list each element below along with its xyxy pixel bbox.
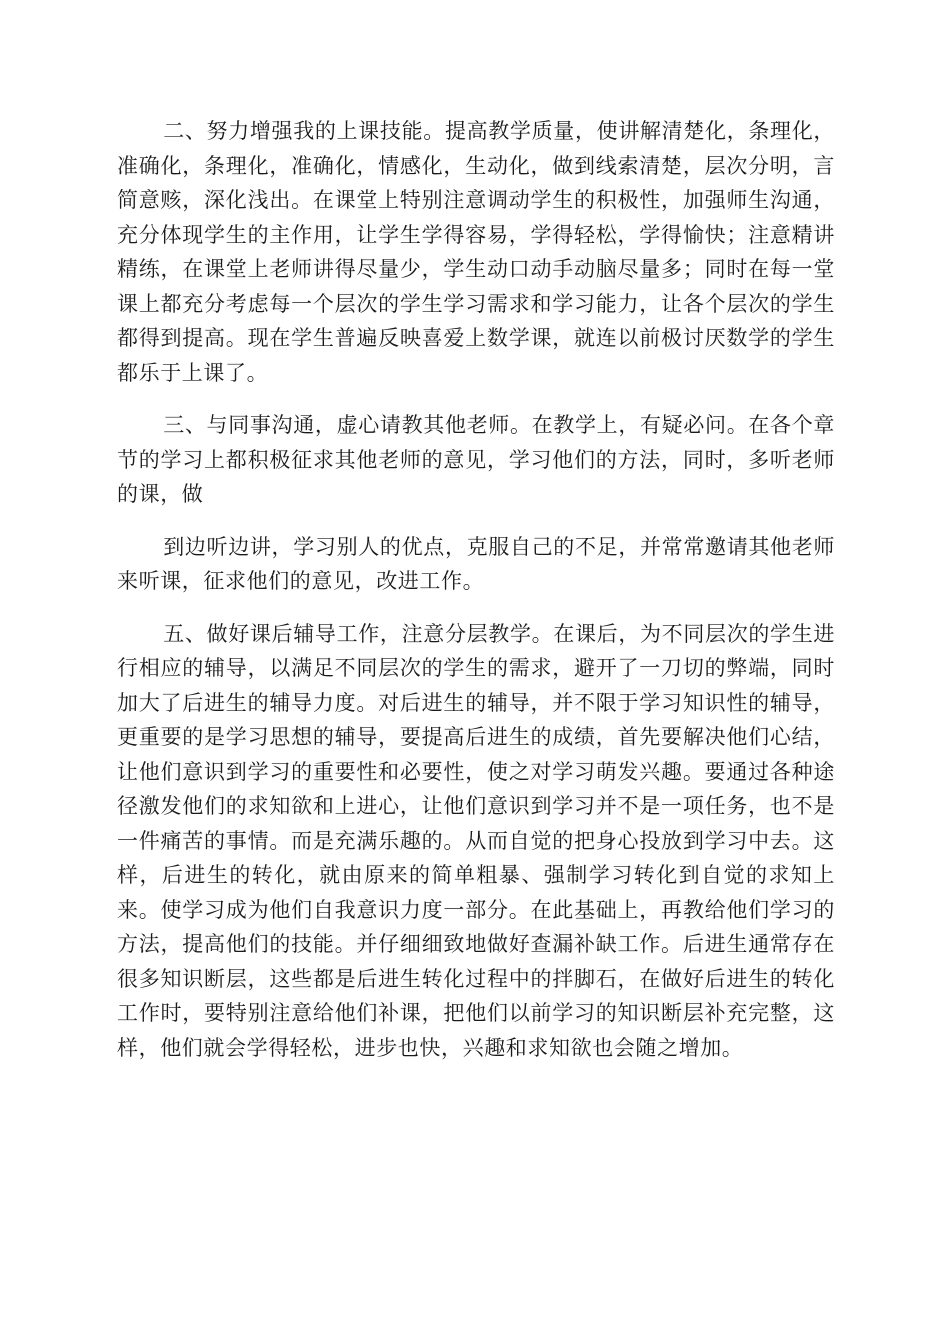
paragraph-listening-learning: 到边听边讲，学习别人的优点，克服自己的不足，并常常邀请其他老师来听课，征求他们的意见，改进工作。 bbox=[117, 534, 835, 593]
paragraph-colleague-communication: 三、与同事沟通，虚心请教其他老师。在教学上，有疑必问。在各个章节的学习上都积极征求其他老师的意见，学习他们的方法，同时，多听老师的课，做 bbox=[117, 413, 835, 506]
paragraph-teaching-skills: 二、努力增强我的上课技能。提高教学质量，使讲解清楚化，条理化，准确化，条理化，准确化，情感化，生动化，做到线索清楚，层次分明，言简意赅，深化浅出。在课堂上特别注意调动学生的积极性，加强师生沟通，充分体现学生的主作用，让学生学得容易，学得轻松，学得愉快；注意精讲精练，在课堂上老师讲得尽量少，学生动口动手动脑尽量多；同时在每一堂课上都充分考虑每一个层次的学生学习需求和学习能力，让各个层次的学生都得到提高。现在学生普遍反映喜爱上数学课，就连以前极讨厌数学的学生都乐于上课了。 bbox=[117, 119, 835, 385]
paragraph-after-class-tutoring: 五、做好课后辅导工作，注意分层教学。在课后，为不同层次的学生进行相应的辅导，以满足不同层次的学生的需求，避开了一刀切的弊端，同时加大了后进生的辅导力度。对后进生的辅导，并不限于学习知识性的辅导，更重要的是学习思想的辅导，要提高后进生的成绩，首先要解决他们心结，让他们意识到学习的重要性和必要性，使之对学习萌发兴趣。要通过各种途径激发他们的求知欲和上进心，让他们意识到学习并不是一项任务，也不是一件痛苦的事情。而是充满乐趣的。从而自觉的把身心投放到学习中去。这样，后进生的转化，就由原来的简单粗暴、强制学习转化到自觉的求知上来。使学习成为他们自我意识力度一部分。在此基础上，再教给他们学习的方法，提高他们的技能。并仔细细致地做好查漏补缺工作。后进生通常存在很多知识断层，这些都是后进生转化过程中的拌脚石，在做好后进生的转化工作时，要特别注意给他们补课，把他们以前学习的知识断层补充完整，这样，他们就会学得轻松，进步也快，兴趣和求知欲也会随之增加。 bbox=[117, 621, 835, 1060]
document-body bbox=[117, 114, 835, 1083]
